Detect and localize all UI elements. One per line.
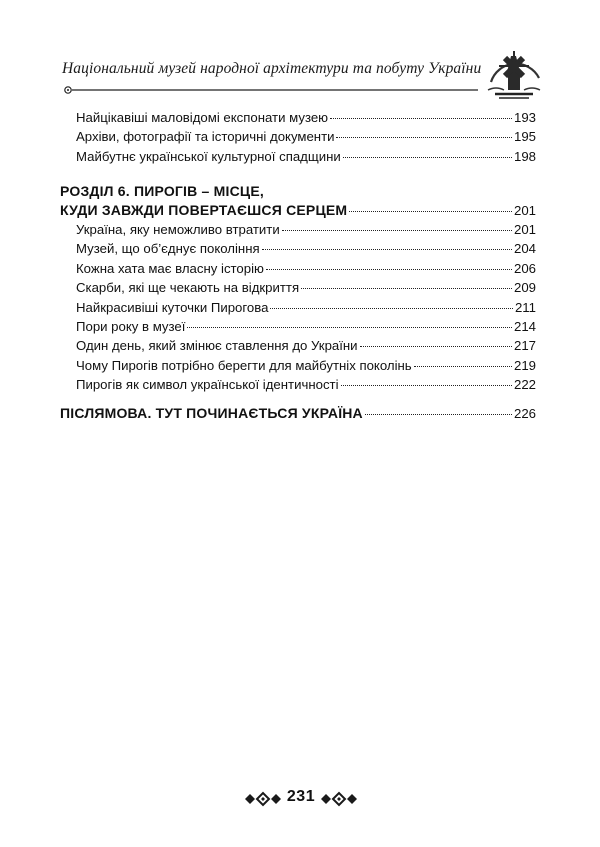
dot-leader [282,230,512,231]
toc-entry-page: 209 [513,280,536,296]
toc-entry-title: Скарби, які ще чекають на відкриття [76,280,300,296]
afterword-row [60,404,536,423]
afterword-page: 226 [513,406,536,421]
afterword-title: ПІСЛЯМОВА. ТУТ ПОЧИНАЄТЬСЯ УКРАЇНА [60,405,363,421]
toc-entry [60,220,536,239]
toc-entry [60,239,536,258]
page-number: 231 [286,788,316,805]
section-heading-line1: РОЗДІЛ 6. ПИРОГІВ – МІСЦЕ, [60,183,264,199]
dot-leader [414,366,512,367]
toc-entry-page: 204 [513,241,536,257]
page-footer [0,786,600,816]
toc-section-6 [60,182,536,395]
toc-entry-title: Найкрасивіші куточки Пирогова [76,299,269,315]
toc-entry-page: 214 [513,319,536,335]
toc-entry-title: Кожна хата має власну історію [76,260,264,276]
toc-entry-page: 219 [513,357,536,373]
toc-entry-title: Майбутнє української культурної спадщини [76,148,341,164]
toc-entry [60,317,536,336]
toc-entry [60,147,536,166]
toc-entry-page: 198 [513,148,536,164]
toc-entry-title: Україна, яку неможливо втратити [76,222,280,237]
toc-entry-page: 193 [513,110,536,125]
dot-leader [360,346,512,347]
header-decorative-rule [60,80,480,100]
toc-entry-page: 222 [513,377,536,393]
toc-entry [60,356,536,375]
toc-entry-page: 201 [513,222,536,237]
toc-entry-page: 206 [513,260,536,276]
running-header-title: Національний музей народної архітектури та побуту України [62,60,482,77]
toc-entry-page: 195 [513,129,536,145]
dot-leader [330,118,512,119]
dot-leader [349,211,512,212]
dot-leader [365,414,512,415]
dot-leader [343,157,512,158]
dot-leader [187,327,512,328]
toc-entry-title: Пори року в музеї [76,319,186,335]
toc-entry-title: Найцікавіші маловідомі експонати музею [76,110,329,125]
toc-entry-page: 211 [514,299,536,315]
toc-entry-title: Архіви, фотографії та історичні документи [76,129,335,145]
toc-entry [60,298,536,317]
toc-entry-page: 217 [513,338,536,354]
toc-entry [60,278,536,297]
dot-leader [301,288,512,289]
toc-entry-title: Пирогів як символ української ідентичності [76,377,339,393]
toc-entry-title: Музей, що об’єднує покоління [76,241,260,257]
section-heading-line2: КУДИ ЗАВЖДИ ПОВЕРТАЄШСЯ СЕРЦЕМ [60,202,348,218]
dot-leader [341,385,512,386]
dot-leader [336,137,512,138]
toc-entry [60,108,536,127]
dot-leader [270,308,513,309]
dot-leader [266,269,512,270]
toc-entry [60,127,536,146]
left-ornament-icon [243,790,283,808]
toc-entry [60,336,536,355]
toc-entry-title: Один день, який змінює ставлення до України [76,338,358,354]
toc-continued-list [60,108,536,166]
dot-leader [262,249,512,250]
toc-entry [60,375,536,394]
toc-afterword [60,404,536,423]
toc-entry-title: Чому Пирогів потрібно берегти для майбутніх поколінь [76,357,412,373]
toc-entry [60,259,536,278]
section-heading-row [60,201,536,220]
section-page: 201 [513,203,536,218]
windmill-emblem-icon [485,48,543,106]
right-ornament-icon [319,790,359,808]
